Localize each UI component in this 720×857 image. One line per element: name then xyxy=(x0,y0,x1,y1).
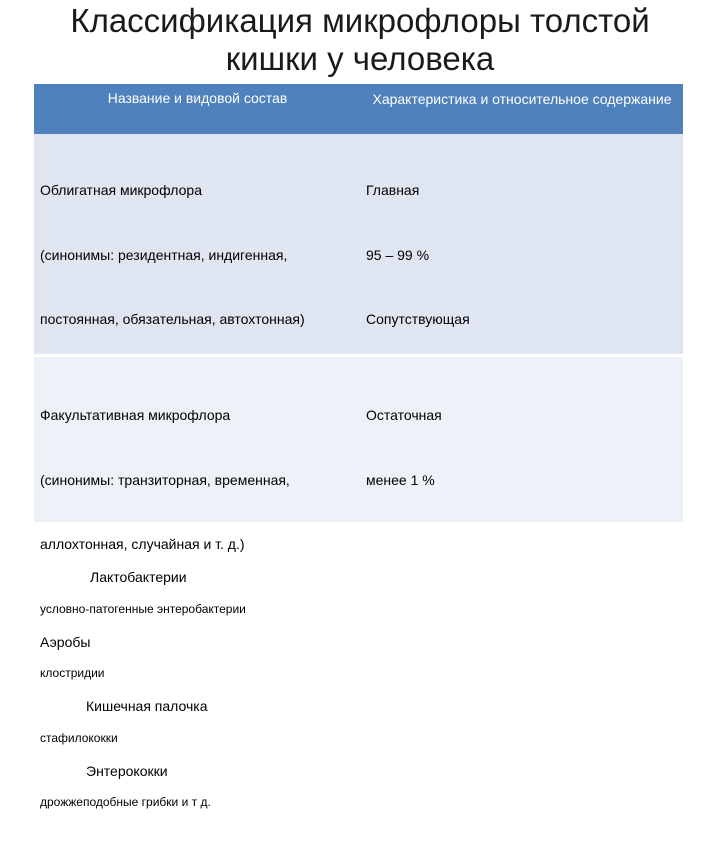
table-header-row xyxy=(34,84,683,134)
title-line-2: кишки у человека xyxy=(225,40,495,77)
facultative-synonyms-line-1: (синонимы: транзиторная, временная, xyxy=(40,471,290,488)
list-item-opportunistic-enterobacteria: условно-патогенные энтеробактерии xyxy=(40,601,246,616)
main-label: Главная xyxy=(366,182,420,198)
list-item-clostridia: клостридии xyxy=(40,666,105,680)
obligate-synonyms-line-2: постоянная, обязательная, автохтонная) xyxy=(40,311,305,327)
facultative-description-cell xyxy=(40,357,360,857)
list-item-e-coli: Кишечная палочка xyxy=(86,698,208,714)
residual-label: Остаточная xyxy=(366,407,442,423)
residual-percentage: менее 1 % xyxy=(366,471,435,488)
facultative-heading: Факультативная микрофлора xyxy=(40,407,231,423)
facultative-synonyms-line-2: аллохтонная, случайная и т. д.) xyxy=(40,536,245,552)
accompanying-label: Сопутствующая xyxy=(366,311,470,327)
list-item-enterococci: Энтерококки xyxy=(86,762,168,779)
header-name-composition: Название и видовой состав xyxy=(107,90,288,106)
main-percentage: 95 – 99 % xyxy=(366,246,430,263)
list-item-yeast-like-fungi: дрожжеподобные грибки и т д. xyxy=(40,795,211,809)
list-item-lactobacteria: Лактобактерии xyxy=(90,569,187,585)
aerobes-heading: Аэробы xyxy=(40,633,91,650)
slide-title xyxy=(0,2,720,78)
facultative-characteristic-cell xyxy=(366,357,681,534)
obligate-heading: Облигатная микрофлора xyxy=(40,182,202,198)
list-item-staphylococci: стафилококки xyxy=(40,730,118,745)
classification-table xyxy=(34,84,683,809)
title-line-1: Классификация микрофлоры толстой xyxy=(70,2,650,39)
header-characteristic-content: Характеристика и относительное содержание xyxy=(372,91,672,107)
obligate-synonyms-line-1: (синонимы: резидентная, индигенная, xyxy=(40,246,288,263)
